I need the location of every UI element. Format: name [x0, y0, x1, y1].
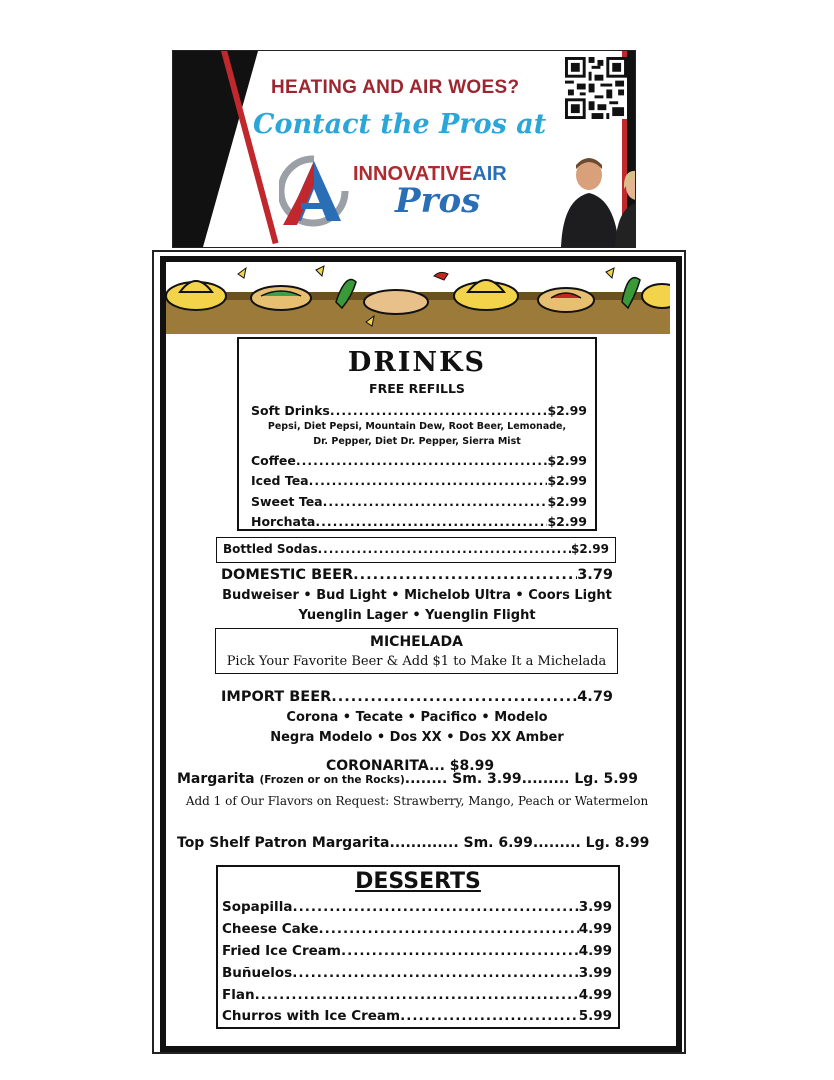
margarita-detail: (Frozen or on the Rocks)	[259, 774, 405, 786]
domestic-beer-line	[221, 567, 613, 583]
drink-price: $2.99	[547, 473, 587, 488]
drinks-section	[237, 337, 597, 531]
ad-headline: HEATING AND AIR WOES?	[271, 77, 520, 98]
mexican-food-border-icon	[166, 262, 670, 334]
import-beer-line	[221, 689, 613, 705]
dessert-price: 3.99	[578, 965, 612, 981]
bottled-sodas-line	[223, 542, 609, 556]
soft-drinks-note-line1: Pepsi, Diet Pepsi, Mountain Dew, Root Beer, Lemonade,	[267, 421, 567, 432]
desserts-title: DESSERTS	[355, 869, 481, 894]
bottled-sodas-price: $2.99	[571, 542, 609, 556]
dessert-item-fried-ice-cream	[222, 943, 612, 959]
dessert-price: 4.99	[578, 943, 612, 959]
soft-drinks-note-line2: Dr. Pepper, Diet Dr. Pepper, Sierra Mist	[313, 436, 521, 447]
dessert-item-churros	[222, 1008, 612, 1024]
ad-banner[interactable]	[172, 50, 636, 248]
ad-brand-part2: AIR	[472, 163, 507, 185]
michelada-title: MICHELADA	[370, 634, 463, 650]
ad-subhead: Contact the Pros at	[253, 109, 547, 140]
dessert-name: Buñuelos	[222, 965, 293, 981]
desserts-section	[216, 865, 620, 1029]
domestic-beer-list-line1: Budweiser • Bud Light • Michelob Ultra • Coors Light	[222, 588, 612, 603]
drink-price: $2.99	[547, 494, 587, 509]
dessert-name: Flan	[222, 987, 255, 1003]
owners-photo-icon	[551, 147, 636, 247]
drink-price: $2.99	[547, 453, 587, 468]
drinks-title: DRINKS	[347, 347, 487, 378]
dessert-item-flan	[222, 987, 612, 1003]
michelada-box	[215, 628, 618, 674]
dessert-name: Churros with Ice Cream	[222, 1008, 401, 1024]
dessert-name: Sopapilla	[222, 899, 293, 915]
import-beer-price: 4.79	[577, 689, 613, 705]
innovative-air-logo-icon	[279, 155, 349, 227]
margarita-name: Margarita	[177, 771, 255, 787]
dessert-price: 4.99	[578, 921, 612, 937]
top-shelf-margarita-line	[177, 835, 649, 851]
margarita-sizes: ........ Sm. 3.99......... Lg. 5.99	[404, 771, 639, 787]
dessert-name: Cheese Cake	[222, 921, 319, 937]
ad-brand-script: Pros	[395, 181, 481, 221]
dessert-item-bunuelos	[222, 965, 612, 981]
margarita-line	[177, 771, 638, 787]
drink-item-iced-tea	[251, 473, 587, 488]
drink-price: $2.99	[547, 514, 587, 529]
dessert-item-cheese-cake	[222, 921, 612, 937]
top-shelf-sizes: ............. Sm. 6.99......... Lg. 8.99	[389, 835, 650, 851]
margarita-flavor-note: Add 1 of Our Flavors on Request: Strawberry, Mango, Peach or Watermelon	[185, 794, 649, 808]
drink-price: $2.99	[547, 403, 587, 418]
import-beer-list-line1: Corona • Tecate • Pacifico • Modelo	[286, 710, 548, 725]
dessert-price: 5.99	[578, 1008, 612, 1024]
drink-item-sweet-tea	[251, 494, 587, 509]
qr-code-icon[interactable]	[565, 57, 627, 119]
top-shelf-name: Top Shelf Patron Margarita	[177, 835, 390, 851]
import-beer-name: IMPORT BEER	[221, 689, 332, 705]
bottled-sodas-box	[216, 537, 616, 563]
dessert-price: 4.99	[578, 987, 612, 1003]
dessert-item-sopapilla	[222, 899, 612, 915]
bottled-sodas-name: Bottled Sodas	[223, 542, 318, 556]
drink-name: Horchata	[251, 514, 316, 529]
drink-name: Soft Drinks	[251, 403, 330, 418]
drink-item-horchata	[251, 514, 587, 529]
domestic-beer-price: 3.79	[577, 567, 613, 583]
drink-name: Iced Tea	[251, 473, 309, 488]
domestic-beer-name: DOMESTIC BEER	[221, 567, 354, 583]
dessert-price: 3.99	[578, 899, 612, 915]
drink-item-soft-drinks	[251, 403, 587, 418]
drinks-subtitle: FREE REFILLS	[369, 381, 465, 396]
dessert-name: Fried Ice Cream	[222, 943, 341, 959]
ad-brand-part1: INNOVATIVE	[353, 163, 473, 185]
coronarita-line: CORONARITA... $8.99	[326, 758, 495, 774]
michelada-note: Pick Your Favorite Beer & Add $1 to Make It a Michelada	[226, 654, 607, 669]
import-beer-list-line2: Negra Modelo • Dos XX • Dos XX Amber	[270, 730, 564, 745]
domestic-beer-list-line2: Yuenglin Lager • Yuenglin Flight	[298, 608, 536, 623]
drink-name: Sweet Tea	[251, 494, 323, 509]
drink-item-coffee	[251, 453, 587, 468]
ad-stripe-black	[173, 51, 203, 247]
drink-name: Coffee	[251, 453, 296, 468]
